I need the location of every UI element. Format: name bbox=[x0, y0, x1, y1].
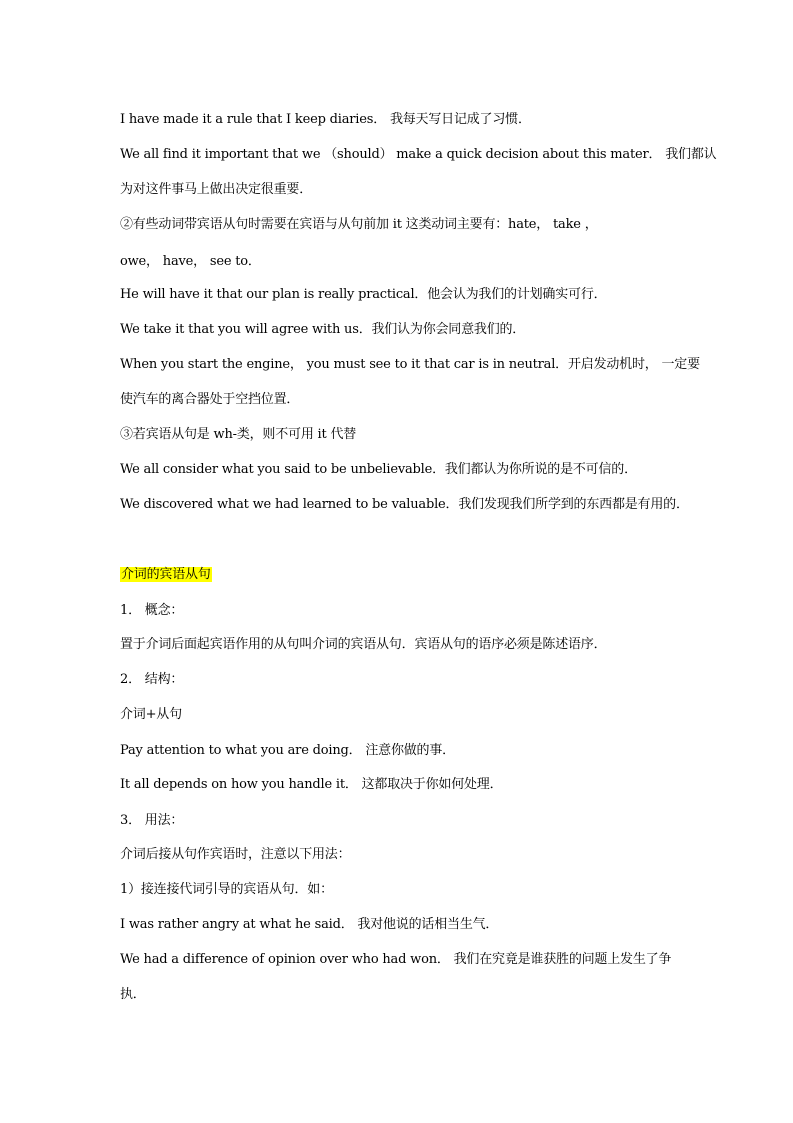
text-line: Pay attention to what you are doing． 注意你做的事． bbox=[120, 743, 455, 758]
text-line: It all depends on how you handle it． 这都取决于你如何处理． bbox=[120, 777, 503, 792]
text-line: 执． bbox=[120, 987, 146, 1002]
text-line: 置于介词后面起宾语作用的从句叫介词的宾语从句．宾语从句的语序必须是陈述语序． bbox=[120, 637, 607, 652]
text-line: I have made it a rule that I keep diaries． 我每天写日记成了习惯． bbox=[120, 112, 531, 127]
text-line: We all consider what you said to be unbelievable．我们都认为你所说的是不可信的． bbox=[120, 462, 637, 477]
text-line: We had a difference of opinion over who had won． 我们在究竟是谁获胜的问题上发生了争 bbox=[120, 952, 672, 967]
text-line: When you start the engine， you must see to it that car is in neutral．开启发动机时， 一定要 bbox=[120, 357, 700, 372]
text-line: I was rather angry at what he said． 我对他说的话相当生气． bbox=[120, 917, 499, 932]
text-line: 使汽车的离合器处于空挡位置． bbox=[120, 392, 300, 407]
text-line: 介词后接从句作宾语时，注意以下用法： bbox=[120, 847, 351, 862]
text-line: 2． 结构： bbox=[120, 672, 184, 687]
text-line: We take it that you will agree with us．我们认为你会同意我们的． bbox=[120, 322, 526, 337]
text-line: 3． 用法： bbox=[120, 813, 184, 828]
text-line: We all find it important that we （should） make a quick decision about this mater． 我们都认 bbox=[120, 147, 717, 162]
text-line: 1）接连接代词引导的宾语从句．如： bbox=[120, 882, 333, 897]
text-line: 为对这件事马上做出决定很重要． bbox=[120, 182, 313, 197]
text-line: 介词+从句 bbox=[120, 707, 182, 722]
text-line: ③若宾语从句是 wh-类，则不可用 it 代替 bbox=[120, 427, 357, 442]
text-line: owe， have， see to． bbox=[120, 254, 261, 269]
text-line: He will have it that our plan is really practical．他会认为我们的计划确实可行． bbox=[120, 287, 607, 302]
highlighted-heading: 介词的宾语从句 bbox=[121, 567, 211, 582]
text-line: We discovered what we had learned to be valuable．我们发现我们所学到的东西都是有用的． bbox=[120, 497, 689, 512]
text-line: ②有些动词带宾语从句时需要在宾语与从句前加 it 这类动词主要有：hate， take ， bbox=[120, 217, 598, 232]
section-heading bbox=[120, 566, 680, 584]
text-line: 1． 概念： bbox=[120, 603, 184, 618]
